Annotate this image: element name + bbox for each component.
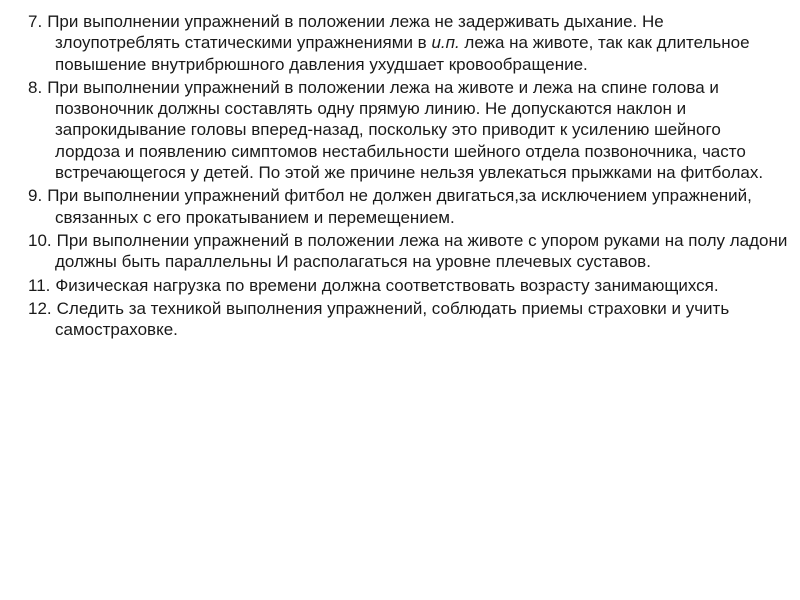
rule-number: 8.	[28, 77, 43, 97]
rules-list	[28, 11, 790, 342]
rule-number: 12.	[28, 298, 52, 318]
rule-item-11	[28, 275, 790, 296]
rule-number: 11.	[28, 275, 51, 295]
rule-item-10	[28, 230, 790, 273]
rule-text-italic: и.п.	[431, 33, 460, 53]
rule-item-12	[28, 298, 790, 341]
rule-item-7	[28, 11, 790, 75]
rule-text: Физическая нагрузка по времени должна соответствовать возрасту занимающихся.	[55, 275, 719, 295]
rule-text: При выполнении упражнений фитбол не должен двигаться,за исключением упражнений, связанных с его прокатыванием и перемещением.	[47, 186, 752, 227]
rule-number: 7.	[28, 12, 43, 31]
rule-number: 10.	[28, 230, 52, 250]
rule-text: Следить за техникой выполнения упражнений, соблюдать приемы страховки и учить самостраховке.	[55, 298, 730, 340]
rule-item-8	[28, 77, 790, 183]
rule-item-9	[28, 185, 790, 228]
rule-text: При выполнении упражнений в положении лежа на животе с упором руками на полу ладони должны быть параллельны И располагаться на уровне плечевых суставов.	[55, 230, 788, 272]
rule-text: При выполнении упражнений в положении лежа на животе и лежа на спине голова и позвоночник должны составлять одну прямую линию. Не допускаются наклон и запрокидывание головы вперед-назад, поскольку это приводит к усилению шейного лордоза и появлению симптомов нестабильности шейного отдела позвоночника, часто встречающегося у детей. По этой же причине нельзя увлекаться прыжками на фитболах.	[47, 77, 764, 183]
rule-number: 9.	[28, 186, 43, 206]
rule-text-part: лежа на животе, так как длительное повышение внутрибрюшного давления ухудшает кровообращение.	[55, 33, 750, 74]
rule-text-part: При выполнении упражнений в положении лежа не задерживать дыхание. Не злоупотреблять статическими упражнениями в	[47, 12, 664, 53]
